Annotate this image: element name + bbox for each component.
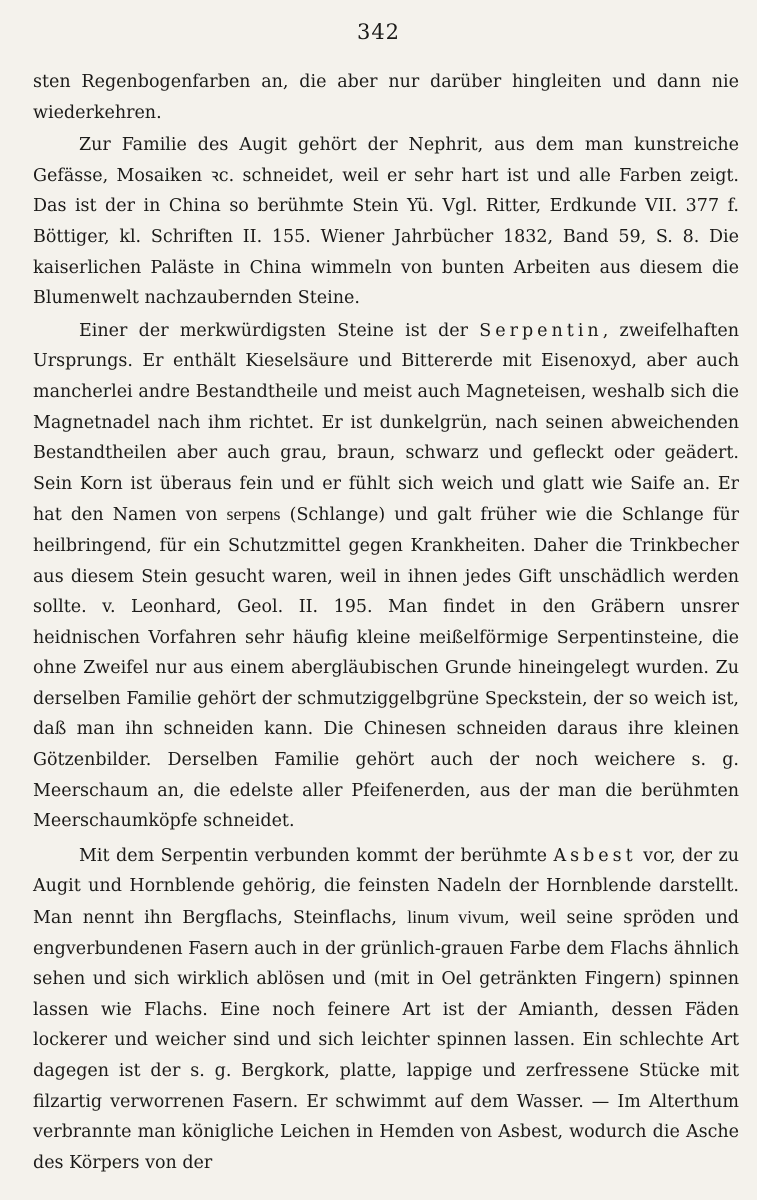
paragraph-serpentin (33, 316, 739, 837)
serpentin-text-3: (Schlange) und galt früher wie die Schlange für heilbringend, für ein Schutzmittel gegen Krankheiten. Daher die Trinkbecher aus diesem Stein gesucht waren, weil in ihnen jedes Gift unschädlich werden sollte. v. Leonhard, Geol. II. 195. Man findet in den Gräbern unsrer heidnischen Vorfahren sehr häufig kleine meißelförmige Serpentinsteine, die ohne Zweifel nur aus einem abergläubischen Grunde hineingelegt wurden. Zu derselben Familie gehört der schmutziggelbgrüne Speckstein, der so weich ist, daß man ihn schneiden kann. Die Chinesen schneiden daraus ihre kleinen Götzenbilder. Derselben Familie gehört auch der noch weichere s. g. Meerschaum an, die edelste aller Pfeifenerden, aus der man die berühmten Meerschaumköpfe schneidet. (33, 505, 739, 832)
asbest-text-3: , weil seine spröden und engverbundenen Fasern auch in der grünlich-grauen Farbe dem Flachs ähnlich sehen und sich wirklich ablösen und (mit in Oel getränkten Fingern) spinnen lassen wie Flachs. Eine noch feinere Art ist der Amianth, dessen Fäden lockerer und weicher sind und sich leichter spinnen lassen. Ein schlechte Art dagegen ist der s. g. Bergkork, platte, lappige und zerfressene Stücke mit filzartig verworrenen Fasern. Er schwimmt auf dem Wasser. — Im Alterthum verbrannte man königliche Leichen in Hemden von Asbest, wodurch die Asche des Körpers von der (33, 908, 740, 1173)
serpentin-text-2: , zweifelhaften Ursprungs. Er enthält Kieselsäure und Bittererde mit Eisenoxyd, aber auch mancherlei andre Bestandtheile und meist auch Magneteisen, weshalb sich die Magnetnadel nach ihm richtet. Er ist dunkelgrün, nach seinen abweichenden Bestandtheilen aber auch grau, braun, schwarz und gefleckt oder geädert. Sein Korn ist überaus fein und er fühlt sich weich und glatt wie Saife an. Er hat den Namen von (33, 320, 739, 526)
serpens-latin-term: serpens (226, 504, 281, 525)
serpentin-text-1: Einer der merkwürdigsten Steine ist der (79, 320, 480, 341)
serpentin-term: Serpentin (479, 320, 603, 341)
paragraph-continuation: sten Regenbogenfarben an, die aber nur darüber hingleiten und dann nie wiederkehren. (33, 72, 739, 123)
linum-vivum-latin-term: linum vivum (407, 907, 505, 928)
asbest-text-1: Mit dem Serpentin verbunden kommt der berühmte (79, 845, 554, 866)
page-number: 342 (356, 20, 401, 44)
asbest-term: Asbest (553, 845, 637, 866)
paragraph-nephrit: Zur Familie des Augit gehört der Nephrit, aus dem man kunstreiche Gefässe, Mosaiken ꝛc. schneidet, weil er sehr hart ist und alle Farben zeigt. Das ist der in China so berühmte Stein Yü. Vgl. Ritter, Erdkunde VII. 377 f. Böttiger, kl. Schriften II. 155. Wiener Jahrbücher 1832, Band 59, S. 8. Die kaiserlichen Paläste in China wimmeln von bunten Arbeiten aus diesem die Blumenwelt nachzaubernden Steine. (33, 135, 739, 309)
asbest-text-2: vor, der zu Augit und Hornblende gehörig, die feinsten Nadeln der Hornblende darstellt. Man nennt ihn Bergflachs, Steinflachs, (33, 845, 739, 929)
body-text (33, 67, 739, 1178)
paragraph-asbest (33, 841, 739, 1179)
